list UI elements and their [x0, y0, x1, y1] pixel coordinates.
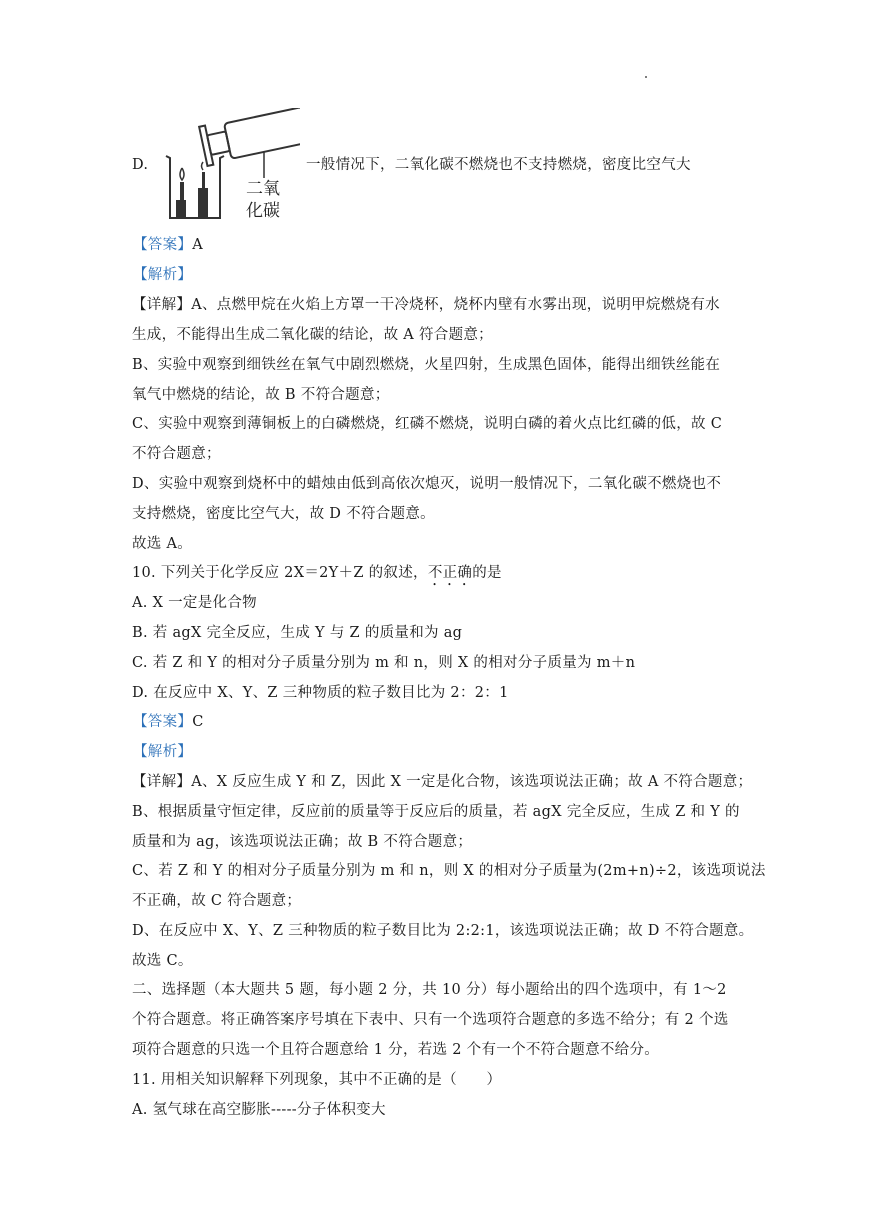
- co2-beaker-figure: [160, 108, 300, 223]
- detail-tag: 【详解】: [132, 774, 192, 790]
- q9-answer: [133, 235, 203, 255]
- option-d-label: D.: [132, 157, 149, 173]
- analysis-tag: 【解析】: [133, 267, 193, 283]
- q9-conclusion: 故选 A。: [132, 536, 193, 552]
- figure-label-line2: 化碳: [246, 201, 280, 221]
- q9-detail-line: C、实验中观察到薄铜板上的白磷燃烧，红磷不燃烧，说明白磷的着火点比红磷的低，故 C: [132, 416, 723, 432]
- q9-detail-line: 支持燃烧，密度比空气大，故 D 不符合题意。: [132, 506, 435, 522]
- q10-detail-line: D、在反应中 X、Y、Z 三种物质的粒子数目比为 2:2:1，该选项说法正确；故 D 不符合题意。: [132, 923, 754, 939]
- answer-tag: 【答案】: [133, 237, 193, 253]
- q10-stem-prefix: 10. 下列关于化学反应 2X＝2Y＋Z 的叙述，: [132, 565, 428, 581]
- option-d-text: 一般情况下，二氧化碳不燃烧也不支持燃烧，密度比空气大: [306, 157, 691, 173]
- q9-detail-line: 氧气中燃烧的结论，故 B 不符合题意；: [132, 387, 390, 403]
- q10-detail-line: 不正确，故 C 符合题意；: [132, 893, 302, 909]
- section2-text: 项符合题意的只选一个且符合题意给 1 分，若选 2 个有一个不符合题意不给分。: [132, 1042, 660, 1058]
- q10-detail-line: 质量和为 ag，该选项说法正确；故 B 不符合题意；: [132, 834, 473, 850]
- q10-answer: [133, 712, 204, 732]
- q10-option-b: B. 若 agX 完全反应，生成 Y 与 Z 的质量和为 ag: [132, 625, 463, 641]
- q9-detail-line: B、实验中观察到细铁丝在氧气中剧烈燃烧，火星四射，生成黑色固体，能得出细铁丝能在: [132, 357, 721, 373]
- section2-text: 个符合题意。将正确答案序号填在下表中、只有一个选项符合题意的多选不给分；有 2 个选: [132, 1012, 729, 1028]
- q10-detail-line: [132, 772, 752, 792]
- q9-detail-line: 不符合题意；: [132, 446, 221, 462]
- section2-heading: 二、选择题（本大题共 5 题，每小题 2 分，共 10 分）每小题给出的四个选项中，有 1～2: [132, 982, 727, 998]
- q10-option-d: D. 在反应中 X、Y、Z 三种物质的粒子数目比为 2：2：1: [132, 685, 509, 701]
- detail-text: A、点燃甲烷在火焰上方罩一干冷烧杯，烧杯内壁有水雾出现，说明甲烷燃烧有水: [191, 297, 720, 313]
- figure-label-line1: 二氧: [246, 179, 280, 199]
- q10-stem-emphasis: 不正确: [427, 565, 473, 581]
- q10-conclusion: 故选 C。: [132, 953, 193, 969]
- q10-option-a: A. X 一定是化合物: [132, 595, 257, 611]
- q10-detail-line: B、根据质量守恒定律，反应前的质量等于反应后的质量，若 agX 完全反应，生成 Z 和 Y 的: [132, 804, 740, 820]
- analysis-tag: 【解析】: [133, 744, 193, 760]
- q11-stem: 11. 用相关知识解释下列现象，其中不正确的是（ ）: [132, 1072, 502, 1088]
- answer-value: A: [192, 237, 203, 253]
- answer-value: C: [192, 714, 204, 730]
- q10-option-c: C. 若 Z 和 Y 的相对分子质量分别为 m 和 n，则 X 的相对分子质量为 m＋n: [132, 655, 636, 671]
- top-mark: [645, 76, 647, 78]
- q9-detail-line: 生成，不能得出生成二氧化碳的结论，故 A 符合题意；: [132, 327, 493, 343]
- answer-tag: 【答案】: [133, 714, 193, 730]
- detail-text: A、X 反应生成 Y 和 Z，因此 X 一定是化合物，该选项说法正确；故 A 不符合题意；: [191, 774, 753, 790]
- q10-detail-line: C、若 Z 和 Y 的相对分子质量分别为 m 和 n，则 X 的相对分子质量为(2m+n)÷2，该选项说法: [132, 863, 766, 879]
- q9-detail-line: D、实验中观察到烧杯中的蜡烛由低到高依次熄灭，说明一般情况下，二氧化碳不燃烧也不: [132, 476, 722, 492]
- detail-tag: 【详解】: [132, 297, 192, 313]
- q9-detail-line: [132, 295, 720, 315]
- q10-stem-suffix: 的是: [472, 565, 502, 581]
- q11-option-a: A. 氢气球在高空膨胀-----分子体积变大: [132, 1102, 386, 1118]
- q10-stem: [132, 563, 502, 589]
